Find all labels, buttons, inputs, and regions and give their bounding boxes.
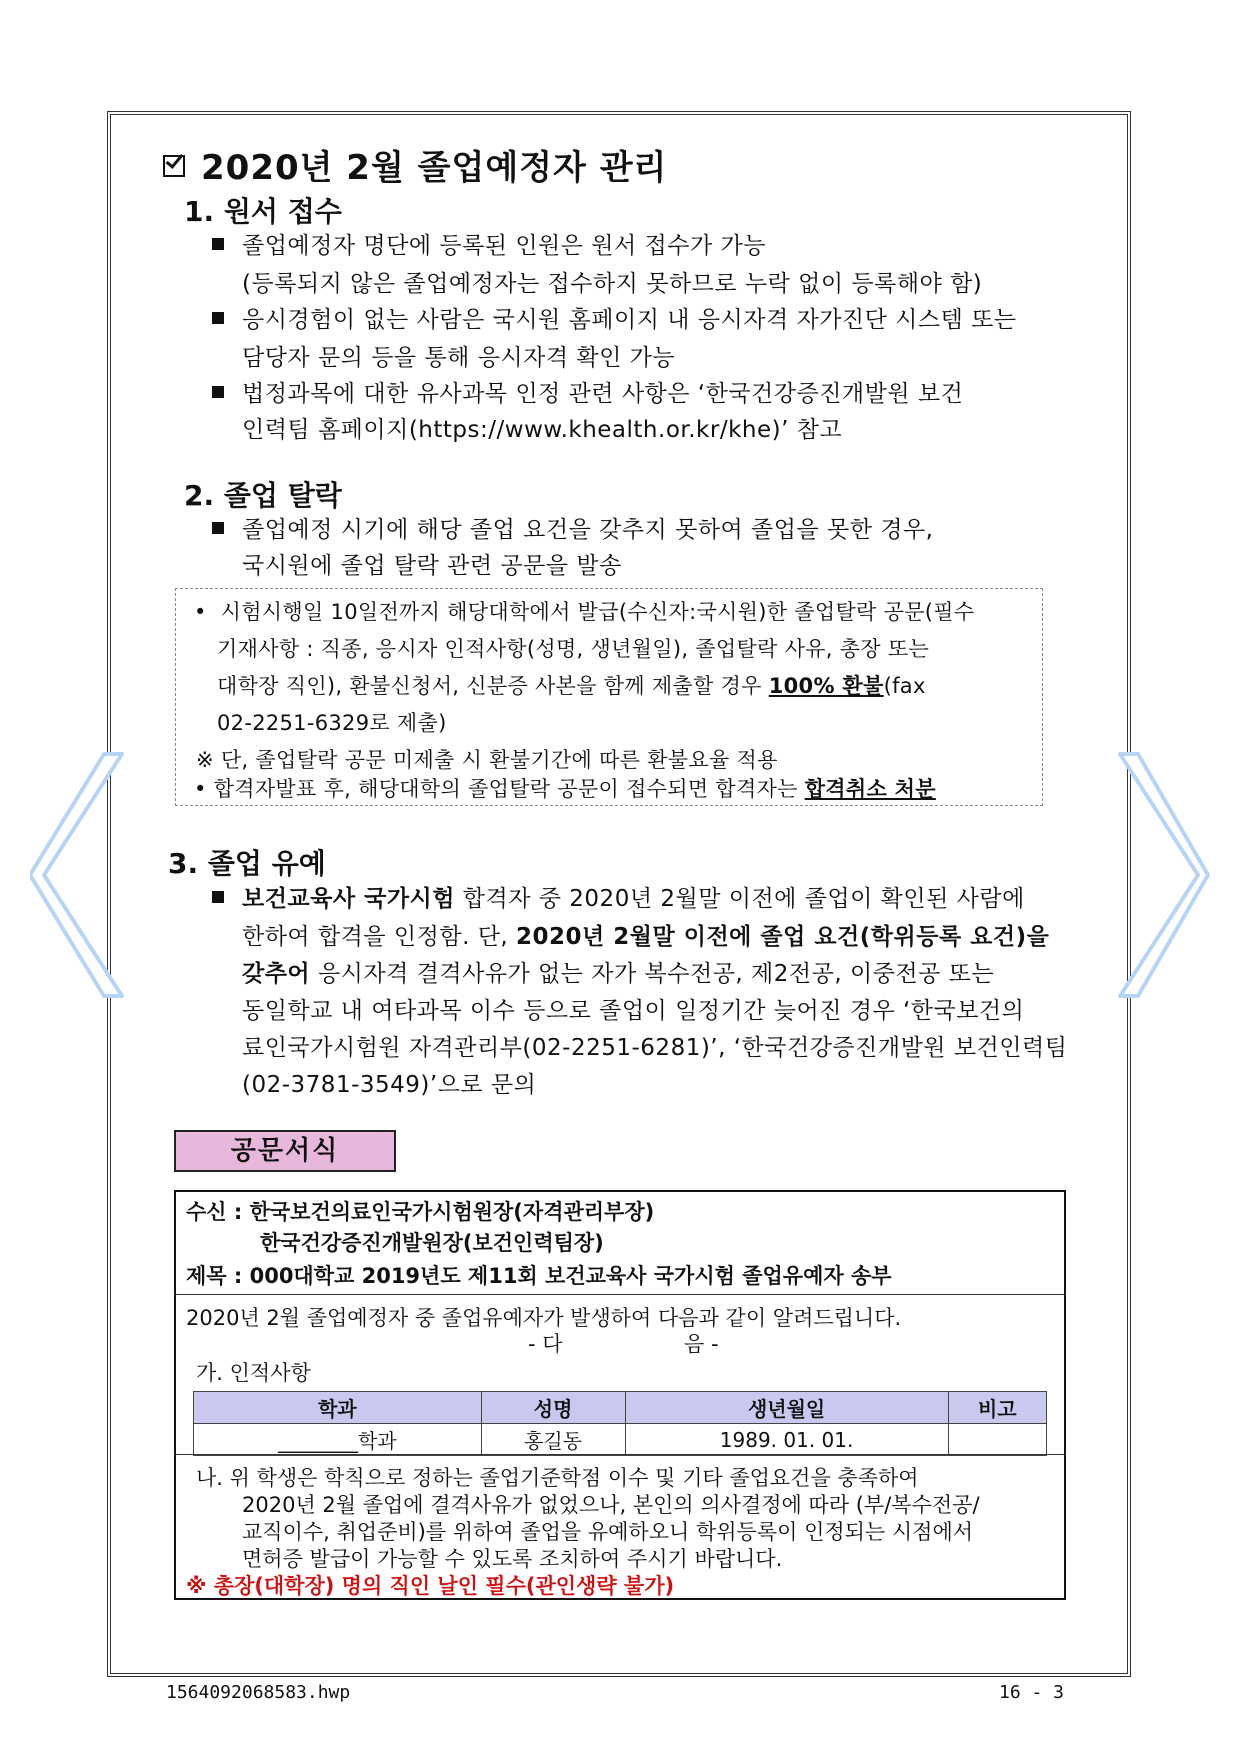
form-na-line2: 2020년 2월 졸업에 결격사유가 없었으나, 본인의 의사결정에 따라 (부/복수전공/ — [242, 1493, 980, 1517]
square-bullet-icon — [212, 312, 224, 324]
bold-text: 보건교육사 국가시험 — [242, 886, 455, 912]
bullet-text: 응시경험이 없는 사람은 국시원 홈페이지 내 응시자격 자가진단 시스템 또는 — [242, 307, 1017, 333]
refund-note: ※ 단, 졸업탈락 공문 미제출 시 환불기간에 따른 환불요율 적용 — [196, 748, 778, 772]
form-na-line1: 나. 위 학생은 학칙으로 정하는 졸업기준학점 이수 및 기타 졸업요건을 충족하여 — [196, 1466, 919, 1490]
section1-bullet2 — [212, 302, 1017, 338]
bullet-text: 졸업예정자 명단에 등록된 인원은 원서 접수가 가능 — [242, 233, 766, 259]
chevron-left-icon — [30, 750, 126, 1000]
section1-bullet1 — [212, 228, 766, 264]
table-cell-note — [948, 1424, 1046, 1456]
square-bullet-icon — [212, 238, 224, 250]
checkbox-icon — [163, 155, 185, 177]
section2-bullet1 — [212, 512, 934, 548]
table-cell-name: 홍길동 — [481, 1424, 625, 1456]
section3-line3 — [242, 956, 994, 992]
table-header: 성명 — [481, 1392, 625, 1424]
refund-highlight: 100% 환불 — [768, 674, 884, 698]
table-header: 비고 — [948, 1392, 1046, 1424]
table-header: 생년월일 — [625, 1392, 948, 1424]
bold-text: 2020년 2월말 이전에 졸업 요건(학위등록 요건)을 — [516, 924, 1050, 950]
form-divider — [174, 1294, 1066, 1295]
refund-line4: 02-2251-6329로 제출) — [217, 711, 447, 735]
bullet-text: 법정과목에 대한 유사과목 인정 관련 사항은 ‘한국건강증진개발원 보건 — [242, 381, 964, 407]
section1-bullet1-cont: (등록되지 않은 졸업예정자는 접수하지 못하므로 누락 없이 등록해야 함) — [242, 271, 983, 297]
refund-text: 대학장 직인), 환불신청서, 신분증 사본을 함께 제출할 경우 — [217, 674, 769, 698]
section3-heading: 3. 졸업 유예 — [168, 847, 326, 880]
form-eum: 음 - — [684, 1332, 719, 1356]
body-text: 한하여 합격을 인정함. 단, — [242, 924, 517, 950]
footer-filename: 1564092068583.hwp — [166, 1682, 351, 1703]
form-subject: 제목 : 000대학교 2019년도 제11회 보건교육사 국가시험 졸업유예자 송부 — [186, 1264, 892, 1288]
form-recipient-2: 한국건강증진개발원장(보건인력팀장) — [260, 1231, 604, 1255]
form-intro: 2020년 2월 졸업예정자 중 졸업유예자가 발생하여 다음과 같이 알려드립니다. — [186, 1306, 902, 1330]
body-text: 합격자 중 2020년 2월말 이전에 졸업이 확인된 사람에 — [454, 886, 1025, 912]
table-cell-birth: 1989. 01. 01. — [625, 1424, 948, 1456]
form-divider — [174, 1454, 1066, 1455]
form-na-line3: 교직이수, 취업준비)를 위하여 졸업을 유예하오니 학위등록이 인정되는 시점에서 — [242, 1520, 974, 1544]
refund-line3 — [217, 668, 926, 705]
prev-page-button[interactable] — [30, 750, 126, 1004]
bullet-text: 졸업예정 시기에 해당 졸업 요건을 갖추지 못하여 졸업을 못한 경우, — [242, 517, 934, 543]
section1-bullet3-cont: 인력팀 홈페이지(https://www.khealth.or.kr/khe)’ 참고 — [242, 417, 843, 443]
table-header-row — [194, 1392, 1047, 1424]
section2-heading: 2. 졸업 탈락 — [184, 479, 342, 512]
refund-line2: 기재사항 : 직종, 응시자 인적사항(성명, 생년월일), 졸업탈락 사유, 총장 또는 — [217, 637, 930, 661]
form-warning: ※ 총장(대학장) 명의 직인 날인 필수(관인생략 불가) — [186, 1574, 675, 1598]
section1-heading: 1. 원서 접수 — [184, 195, 342, 228]
section3-line4: 동일학교 내 여타과목 이수 등으로 졸업이 일정기간 늦어진 경우 ‘한국보건의 — [242, 998, 1025, 1024]
form-section-ga: 가. 인적사항 — [196, 1361, 311, 1385]
section1-bullet3 — [212, 376, 963, 412]
section1-bullet2-cont: 담당자 문의 등을 통해 응시자격 확인 가능 — [242, 345, 676, 371]
table-cell-dept: ________학과 — [194, 1424, 482, 1456]
form-label: 공문서식 — [174, 1130, 396, 1172]
form-na-line4: 면허증 발급이 가능할 수 있도록 조치하여 주시기 바랍니다. — [242, 1547, 783, 1571]
table-header: 학과 — [194, 1392, 482, 1424]
square-bullet-icon — [212, 891, 224, 903]
section3-line2 — [242, 919, 1049, 955]
square-bullet-icon — [212, 522, 224, 534]
section2-bullet1-cont: 국시원에 졸업 탈락 관련 공문을 발송 — [242, 553, 622, 579]
page-title — [163, 140, 667, 189]
next-page-button[interactable] — [1116, 750, 1212, 1004]
refund-text: 시험시행일 10일전까지 해당대학에서 발급(수신자:국시원)한 졸업탈락 공문(필수 — [220, 600, 975, 624]
cancel-highlight: 합격취소 처분 — [804, 777, 936, 801]
table-row — [194, 1424, 1047, 1456]
refund-text: 합격자발표 후, 해당대학의 졸업탈락 공문이 접수되면 합격자는 — [213, 777, 805, 801]
bold-text: 갖추어 — [242, 961, 311, 987]
section3-line1 — [212, 881, 1025, 917]
form-da: - 다 — [528, 1332, 563, 1356]
section3-line6: (02-3781-3549)’으로 문의 — [242, 1072, 537, 1098]
personal-info-table — [193, 1391, 1047, 1456]
form-recipient-1: 수신 : 한국보건의료인국가시험원장(자격관리부장) — [186, 1200, 655, 1224]
square-bullet-icon — [212, 386, 224, 398]
chevron-right-icon — [1116, 750, 1212, 1000]
refund-line5: • 합격자발표 후, 해당대학의 졸업탈락 공문이 접수되면 합격자는 합격취소 처분 — [194, 777, 936, 801]
refund-line1: • 시험시행일 10일전까지 해당대학에서 발급(수신자:국시원)한 졸업탈락 공문(필수 — [194, 600, 975, 624]
refund-text: (fax — [883, 674, 926, 698]
page-title-text: 2020년 2월 졸업예정자 관리 — [201, 148, 668, 188]
section3-line5: 료인국가시험원 자격관리부(02-2251-6281)’, ‘한국건강증진개발원 보건인력팀 — [242, 1035, 1068, 1061]
footer-page-number: 16 - 3 — [999, 1682, 1065, 1703]
body-text: 응시자격 결격사유가 없는 자가 복수전공, 제2전공, 이중전공 또는 — [310, 961, 995, 987]
